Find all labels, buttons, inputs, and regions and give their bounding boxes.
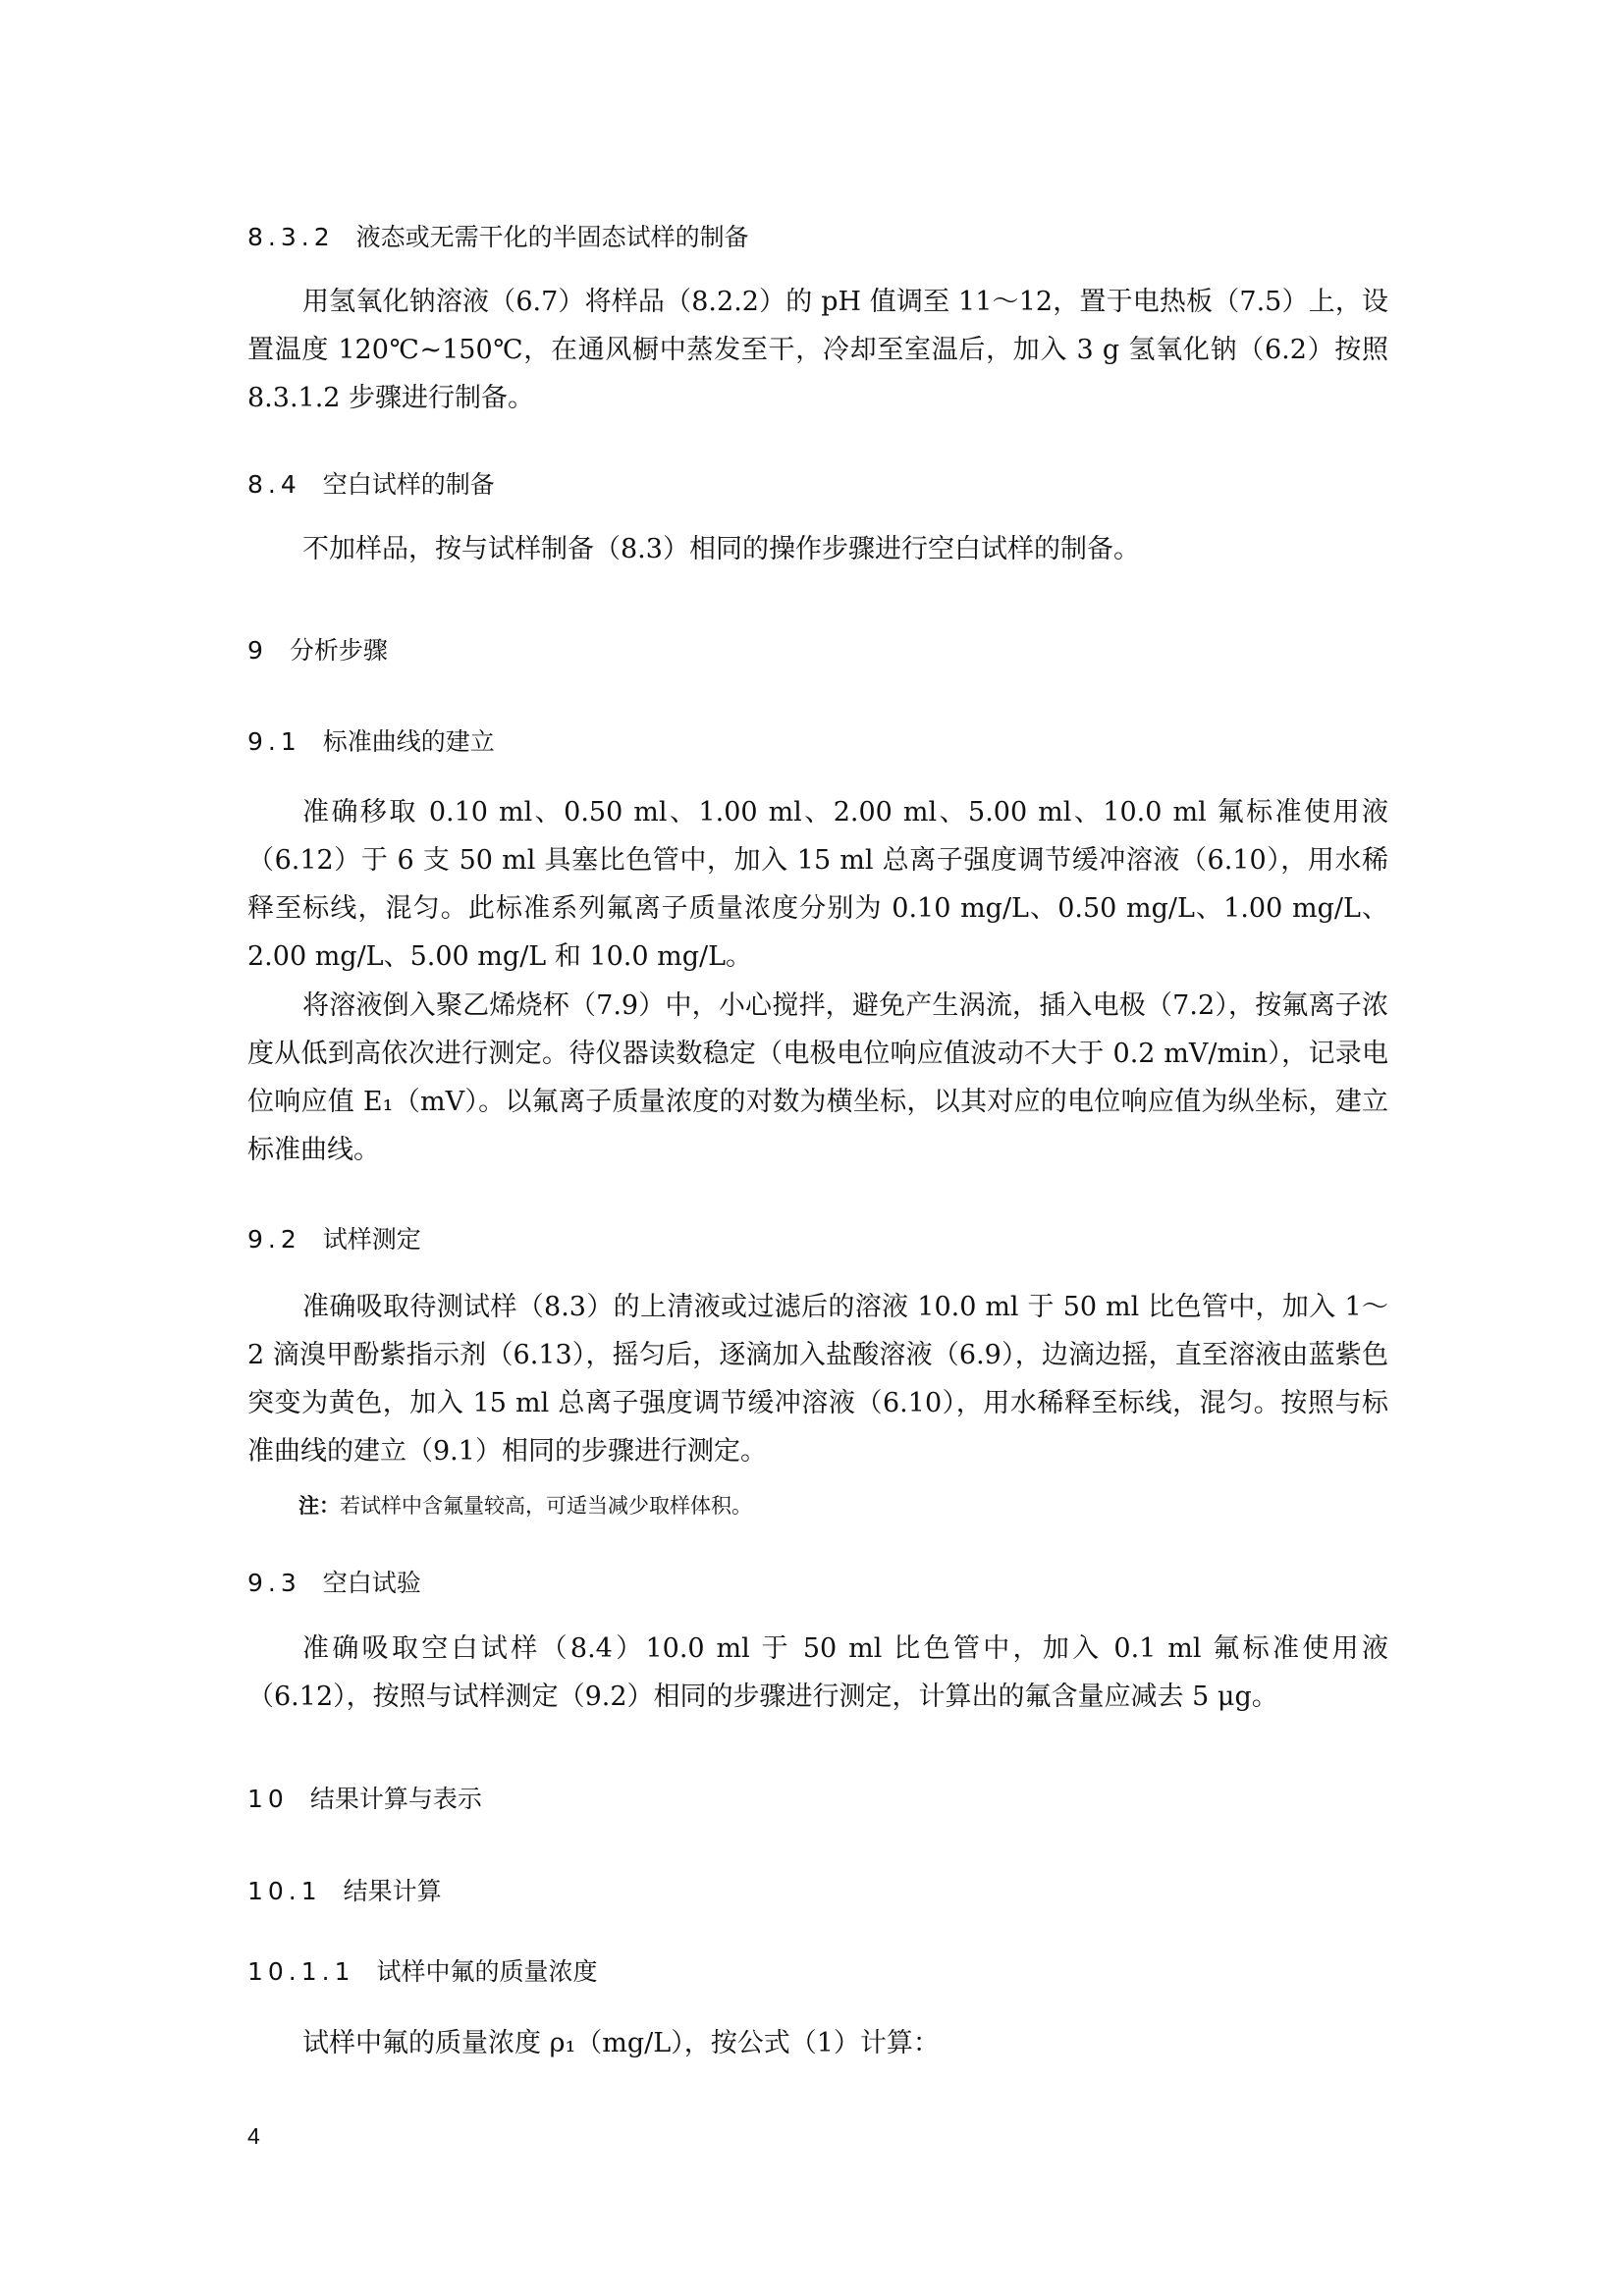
heading-number: 8.4 xyxy=(247,470,301,499)
heading-number: 10 xyxy=(247,1785,289,1813)
heading-number: 9 xyxy=(247,636,268,665)
paragraph-9-2: 准确吸取待测试样（8.3）的上清液或过滤后的溶液 10.0 ml 于 50 ml 比色管中，加入 1～2 滴溴甲酚紫指示剂（6.13），摇匀后，逐滴加入盐酸溶液（6.9），边滴边摇，直至溶液由蓝紫色突变为黄色，加入 15 ml 总离子强度调节缓冲溶液（6.10），用水稀释至标线，混匀。按照与标准曲线的建立（9.1）相同的步骤进行测定。 xyxy=(247,1292,1388,1467)
heading-number: 10.1 xyxy=(247,1877,322,1905)
heading-number: 9.3 xyxy=(247,1569,301,1597)
heading-number: 10.1.1 xyxy=(247,1957,355,1986)
heading-title: 结果计算与表示 xyxy=(309,1785,482,1813)
heading-title: 分析步骤 xyxy=(289,636,388,665)
note-label: 注： xyxy=(298,1493,340,1518)
heading-9 xyxy=(247,631,388,667)
paragraph-10-1-1: 试样中氟的质量浓度 ρ₁（mg/L），按公式（1）计算： xyxy=(302,2028,940,2058)
paragraph-9-3: 准确吸取空白试样（8.4）10.0 ml 于 50 ml 比色管中，加入 0.1 ml 氟标准使用液（6.12），按照与试样测定（9.2）相同的步骤进行测定，计算出的氟含量应减去 5 μg。 xyxy=(247,1633,1388,1712)
heading-title: 结果计算 xyxy=(343,1877,442,1905)
heading-10-1-1 xyxy=(247,1952,598,1988)
paragraph-8-3-2: 用氢氧化钠溶液（6.7）将样品（8.2.2）的 pH 值调至 11～12，置于电热板（7.5）上，设置温度 120℃~150℃，在通风橱中蒸发至干，冷却至室温后，加入 3 g 氢氧化钠（6.2）按照 8.3.1.2 步骤进行制备。 xyxy=(247,287,1388,413)
heading-title: 空白试验 xyxy=(322,1569,421,1597)
heading-number: 9.2 xyxy=(247,1225,301,1254)
note-9-2 xyxy=(298,1490,752,1520)
heading-title: 试样中氟的质量浓度 xyxy=(376,1957,598,1986)
paragraph-9-1-a: 准确移取 0.10 ml、0.50 ml、1.00 ml、2.00 ml、5.00 ml、10.0 ml 氟标准使用液（6.12）于 6 支 50 ml 具塞比色管中，加入 15 ml 总离子强度调节缓冲溶液（6.10），用水稀释至标线，混匀。此标准系列氟离子质量浓度分别为 0.10 mg/L、0.50 mg/L、1.00 mg/L、2.00 mg/L、5.00 mg/L 和 10.0 mg/L。 xyxy=(247,797,1388,972)
heading-10-1 xyxy=(247,1872,442,1907)
page-number: 4 xyxy=(247,2123,260,2149)
paragraph-8-4: 不加样品，按与试样制备（8.3）相同的操作步骤进行空白试样的制备。 xyxy=(302,534,1140,564)
heading-title: 液态或无需干化的半固态试样的制备 xyxy=(355,223,749,251)
heading-title: 标准曲线的建立 xyxy=(322,727,495,756)
paragraph-9-1-b: 将溶液倒入聚乙烯烧杯（7.9）中，小心搅拌，避免产生涡流，插入电极（7.2），按氟离子浓度从低到高依次进行测定。待仪器读数稳定（电极电位响应值波动不大于 0.2 mV/min），记录电位响应值 E₁（mV）。以氟离子质量浓度的对数为横坐标，以其对应的电位响应值为纵坐标，建立标准曲线。 xyxy=(247,990,1388,1165)
heading-title: 试样测定 xyxy=(322,1225,421,1254)
heading-title: 空白试样的制备 xyxy=(322,470,495,499)
heading-9-3 xyxy=(247,1564,421,1599)
note-text: 若试样中含氟量较高，可适当减少取样体积。 xyxy=(340,1494,752,1518)
heading-number: 8.3.2 xyxy=(247,223,335,251)
heading-8-3-2 xyxy=(247,218,749,253)
heading-9-1 xyxy=(247,722,495,758)
heading-10 xyxy=(247,1780,482,1815)
heading-8-4 xyxy=(247,465,495,501)
heading-9-2 xyxy=(247,1220,421,1255)
heading-number: 9.1 xyxy=(247,727,301,756)
